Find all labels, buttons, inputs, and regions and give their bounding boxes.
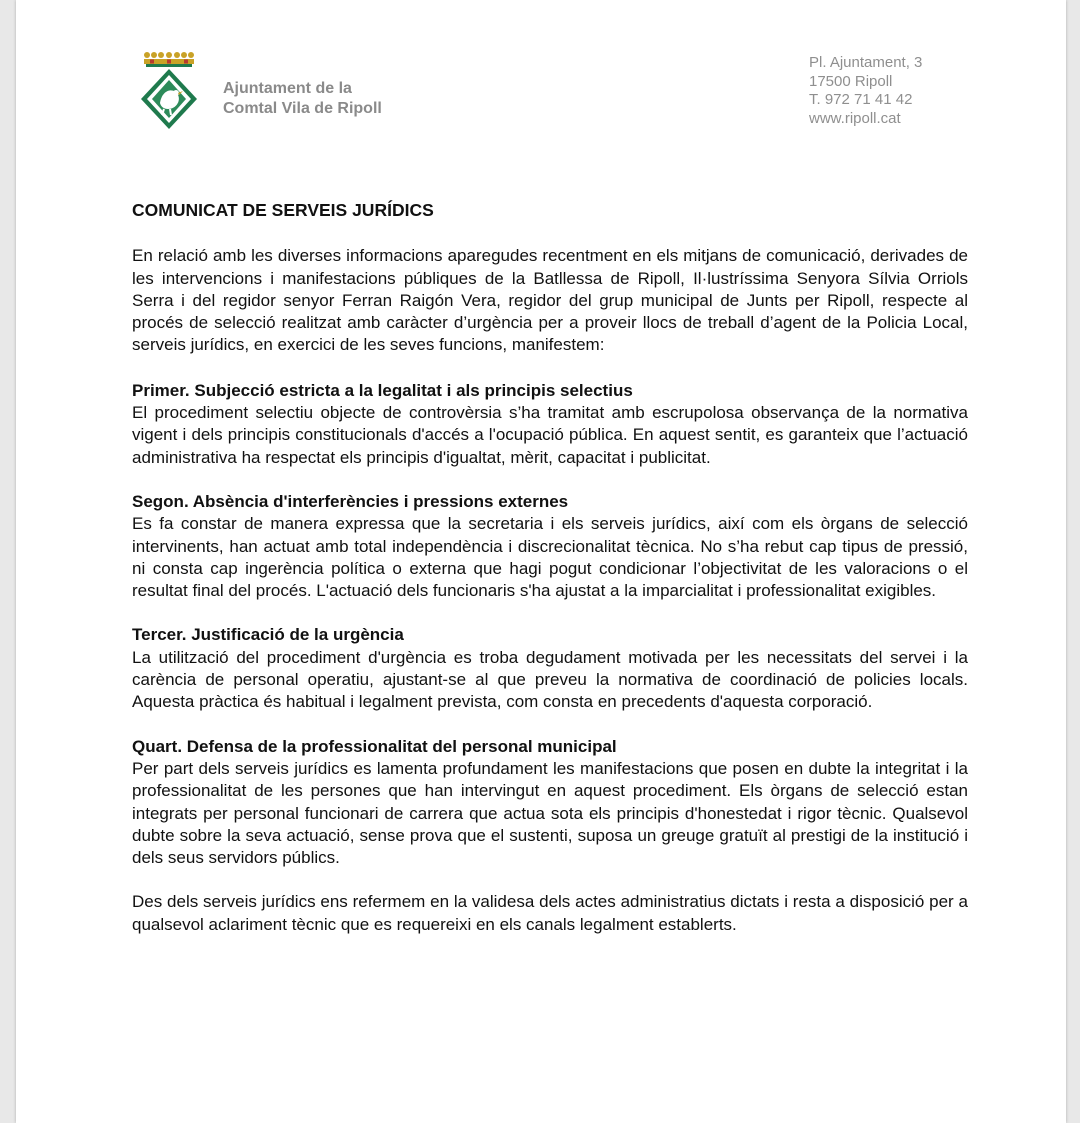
- section-body: Es fa constar de manera expressa que la secretaria i els serveis jurídics, així com els òrgans de selecció intervinents, han actuat amb total independència i discrecionalitat tècnica. No s’ha rebut cap tipus de pressió, ni consta cap ingerència política o externa que hagi pogut condicionar l’objectivitat de les valoracions o el resultat final del procés. L'actuació dels funcionaris s'ha ajustat a la imparcialitat i professionalitat exigibles.: [132, 514, 968, 601]
- section-heading: Quart. Defensa de la professionalitat del personal municipal: [132, 736, 617, 756]
- contact-block: [809, 54, 922, 128]
- section-body: Per part dels serveis jurídics es lamenta profundament les manifestacions que posen en dubte la integritat i la professionalitat de les persones que han intervingut en aquest procediment. Els òrgans de selecció estan integrats per personal funcionari de carrera que actua sota els principis d'honestedat i rigor tècnic. Qualsevol dubte sobre la seva actuació, sense prova que el sustenti, suposa un greuge gratuït al prestigi de la institució i dels seus servidors públics.: [132, 758, 968, 868]
- document-page: [16, 0, 1066, 1123]
- phone-number: T. 972 71 41 42: [809, 91, 913, 108]
- section-heading: Tercer. Justificació de la urgència: [132, 625, 404, 645]
- section-body: El procediment selectiu objecte de controvèrsia s’ha tramitat amb escrupolosa observança de la normativa vigent i dels principis constitucionals d'accés a l'ocupació pública. En aquest sentit, es garanteix que l’actuació administrativa ha respectat els principis d'igualtat, mèrit, capacitat i publicitat.: [132, 403, 968, 467]
- website-link[interactable]: www.ripoll.cat: [809, 109, 901, 127]
- address-line-1: Pl. Ajuntament, 3: [809, 54, 923, 71]
- intro-paragraph: En relació amb les diverses informacions aparegudes recentment en els mitjans de comunicació, derivades de les intervencions i manifestacions públiques de la Batllessa de Ripoll, Il·lustríssima Senyora Sílvia Orriols Serra i del regidor senyor Ferran Raigón Vera, regidor del grup municipal de Junts per Ripoll, respecte al procés de selecció realitzat amb caràcter d’urgència per a proveir llocs de treball d’agent de la Policia Local, serveis jurídics, en exercici de les seves funcions, manifestem:: [132, 246, 968, 355]
- org-line-1: Ajuntament de la: [223, 80, 352, 97]
- closing-paragraph: Des dels serveis jurídics ens refermem en la validesa dels actes administratius dictats i resta a disposició per a qualsevol aclariment tècnic que es requereixi en els canals legalment establerts.: [132, 892, 968, 934]
- section-2: [132, 491, 968, 602]
- organization-name: [223, 79, 382, 119]
- document-body: [132, 199, 968, 936]
- section-body: La utilització del procediment d'urgència es troba degudament motivada per les necessitats del servei i la carència de personal operatiu, ajustant-se al que preveu la normativa de coordinació de policies locals. Aquesta pràctica és habitual i legalment prevista, com consta en precedents d'aquesta corporació.: [132, 647, 968, 712]
- section-heading: Primer. Subjecció estricta a la legalitat i als principis selectius: [132, 380, 633, 400]
- document-title: COMUNICAT DE SERVEIS JURÍDICS: [132, 200, 434, 220]
- section-3: [132, 624, 968, 713]
- section-heading: Segon. Absència d'interferències i pressions externes: [132, 491, 569, 511]
- section-1: [132, 380, 968, 469]
- org-line-2: Comtal Vila de Ripoll: [223, 100, 382, 117]
- address-line-2: 17500 Ripoll: [809, 72, 893, 90]
- coat-of-arms-icon: [138, 49, 200, 133]
- section-4: [132, 736, 968, 870]
